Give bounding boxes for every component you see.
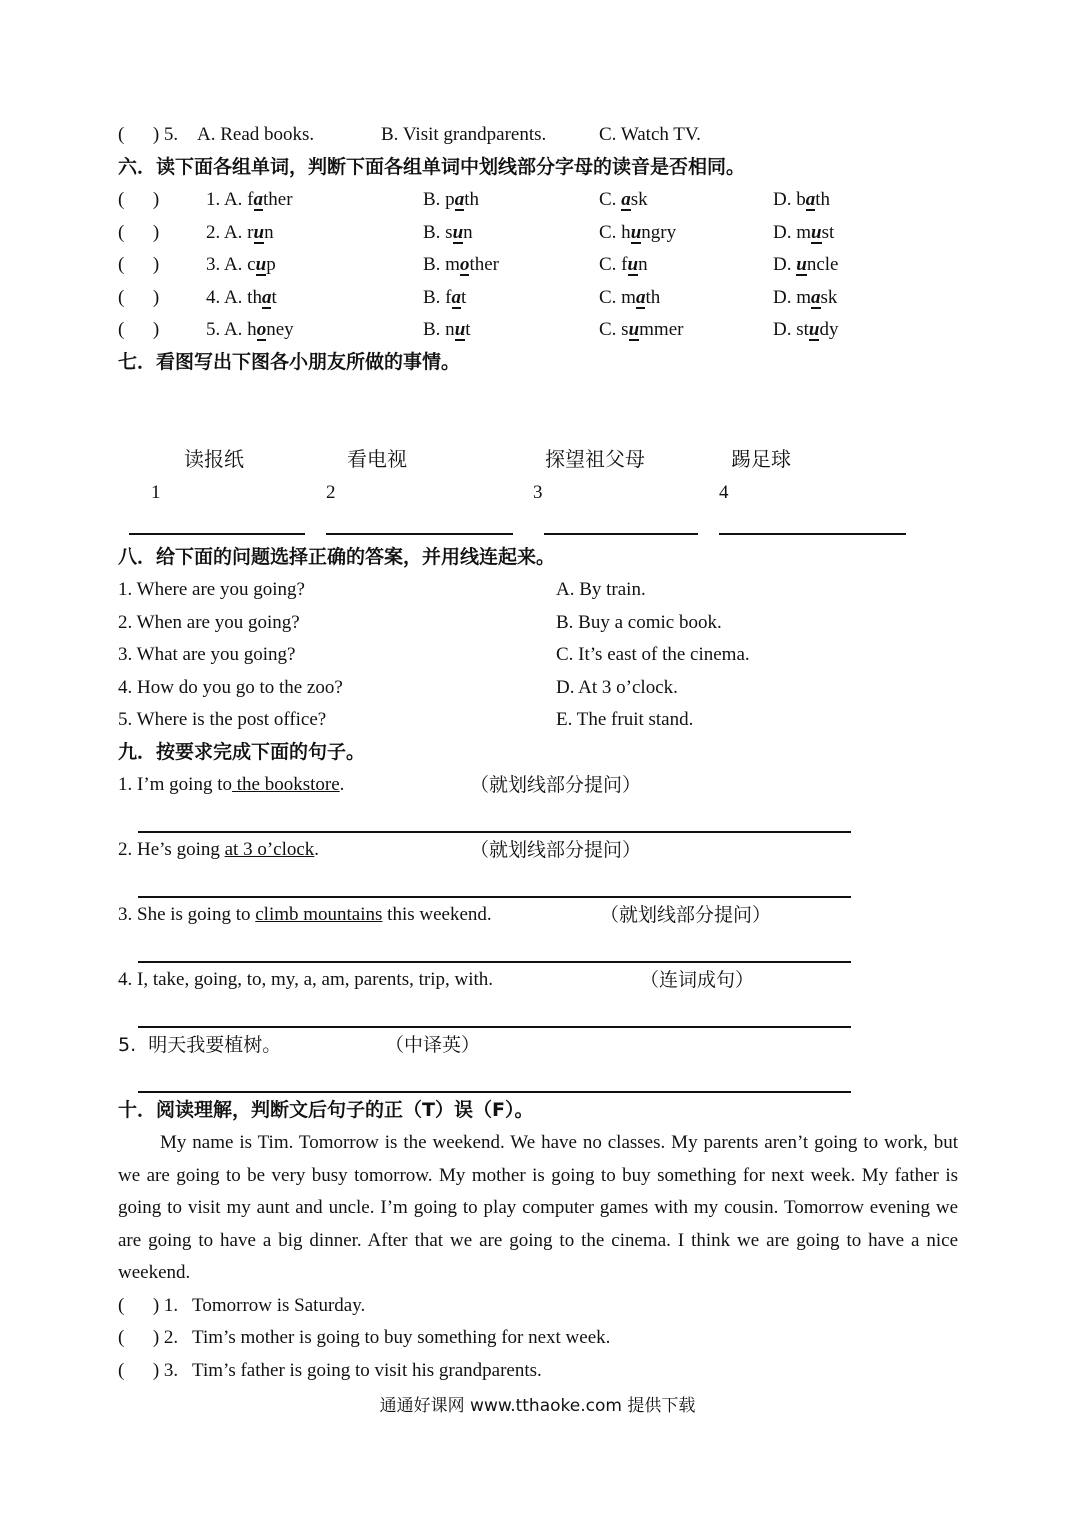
phonics-row-paren: ( ) [118, 319, 160, 340]
underlined-letter: a [805, 189, 816, 210]
underlined-letter: u [630, 222, 642, 243]
sentence-answer-line-2[interactable] [138, 896, 851, 898]
sentence-answer-line-1[interactable] [138, 831, 851, 833]
sentence-item-2: 2. He’s going at 3 o’clock. [118, 839, 320, 860]
underlined-letter: u [255, 254, 267, 275]
sentence-answer-line-3[interactable] [138, 961, 851, 963]
answer-blank-3[interactable] [544, 533, 698, 535]
sentence-note-1: （就划线部分提问） [470, 774, 642, 796]
underlined-letter: a [261, 287, 272, 308]
true-false-item-1: ( ) 1. Tomorrow is Saturday. [118, 1295, 366, 1316]
underlined-letter: a [451, 287, 461, 308]
phonics-word: B. path [423, 189, 479, 210]
phonics-word: 3. A. cup [206, 254, 276, 275]
underlined-letter: u [811, 222, 822, 243]
sentence-item-5: 5. 明天我要植树。 [118, 1034, 282, 1056]
sentence-note-2: （就划线部分提问） [470, 839, 642, 861]
phonics-word: D. uncle [773, 254, 839, 275]
phonics-word: D. mask [773, 287, 838, 308]
picture-number-1: 1 [151, 482, 161, 503]
match-answer: C. It’s east of the cinema. [556, 644, 750, 665]
phonics-word: 1. A. father [206, 189, 293, 210]
match-question: 5. Where is the post office? [118, 709, 327, 730]
answer-blank-2[interactable] [326, 533, 513, 535]
phonics-word: C. math [599, 287, 661, 308]
picture-number-3: 3 [533, 482, 543, 503]
phonics-row-paren: ( ) [118, 189, 160, 210]
phonics-word: C. hungry [599, 222, 677, 243]
section-10-title: 十．阅读理解，判断文后句子的正（T）误（F）。 [118, 1099, 534, 1121]
answer-blank-4[interactable] [719, 533, 906, 535]
underlined-letter: u [253, 222, 265, 243]
match-question: 1. Where are you going? [118, 579, 305, 600]
match-answer: E. The fruit stand. [556, 709, 694, 730]
phonics-word: C. summer [599, 319, 684, 340]
sentence-note-5: （中译英） [385, 1034, 481, 1056]
section-6-title: 六．读下面各组单词，判断下面各组单词中划线部分字母的读音是否相同。 [118, 156, 746, 178]
sentence-item-4: 4. I, take, going, to, my, a, am, parents, trip, with. [118, 969, 493, 990]
underlined-letter: o [459, 254, 470, 275]
underlined-letter: a [454, 189, 465, 210]
phonics-word: C. ask [599, 189, 648, 210]
sentence-item-1: 1. I’m going to the bookstore. [118, 774, 345, 795]
underlined-letter: u [808, 319, 820, 340]
picture-label-1: 读报纸 [184, 447, 244, 471]
underlined-letter: a [635, 287, 646, 308]
match-question: 4. How do you go to the zoo? [118, 677, 343, 698]
phonics-word: 5. A. honey [206, 319, 294, 340]
phonics-word: D. must [773, 222, 835, 243]
underlined-letter: u [796, 254, 807, 275]
phonics-word: B. fat [423, 287, 467, 308]
underlined-letter: u [452, 222, 464, 243]
underlined-letter: a [621, 189, 631, 210]
phonics-word: C. fun [599, 254, 648, 275]
sentence-answer-line-4[interactable] [138, 1026, 851, 1028]
underlined-letter: a [811, 287, 821, 308]
underlined-letter: o [256, 319, 267, 340]
match-question: 3. What are you going? [118, 644, 296, 665]
true-false-item-2: ( ) 2. Tim’s mother is going to buy something for next week. [118, 1327, 611, 1348]
picture-label-2: 看电视 [347, 447, 407, 471]
phonics-word: 4. A. that [206, 287, 277, 308]
sentence-item-3: 3. She is going to climb mountains this weekend. [118, 904, 492, 925]
sentence-answer-line-5[interactable] [138, 1091, 851, 1093]
section-9-title: 九．按要求完成下面的句子。 [118, 741, 366, 763]
phonics-word: D. study [773, 319, 839, 340]
underlined-letter: u [454, 319, 466, 340]
picture-label-3: 探望祖父母 [545, 447, 645, 471]
reading-passage: My name is Tim. Tomorrow is the weekend. We have no classes. My parents aren’t going to work, but we are going to be very busy tomorrow. My mother is going to buy something for next week. My father is going to visit my aunt and uncle. I’m going to play computer games with my cousin. Tomorrow evening we are going to have a big dinner. After that we are going to the cinema. I think we are going to have a nice weekend. [118, 1132, 958, 1283]
match-question: 2. When are you going? [118, 612, 300, 633]
underlined-letter: a [253, 189, 263, 210]
phonics-word: D. bath [773, 189, 831, 210]
picture-number-4: 4 [719, 482, 729, 503]
footer-credit: 通通好课网 www.tthaoke.com 提供下载 [379, 1396, 696, 1416]
phonics-word: B. nut [423, 319, 471, 340]
question-5-option-b: B. Visit grandparents. [381, 124, 547, 145]
phonics-word: 2. A. run [206, 222, 274, 243]
question-5-paren: ( ) 5. [118, 124, 179, 145]
question-5-option-c: C. Watch TV. [599, 124, 701, 145]
phonics-word: B. mother [423, 254, 499, 275]
match-answer: B. Buy a comic book. [556, 612, 722, 633]
picture-label-4: 踢足球 [731, 447, 791, 471]
section-7-title: 七．看图写出下图各小朋友所做的事情。 [118, 351, 461, 373]
match-answer: D. At 3 o’clock. [556, 677, 678, 698]
sentence-note-3: （就划线部分提问） [600, 904, 772, 926]
section-8-title: 八．给下面的问题选择正确的答案，并用线连起来。 [118, 546, 556, 568]
phonics-row-paren: ( ) [118, 222, 160, 243]
phonics-row-paren: ( ) [118, 287, 160, 308]
sentence-note-4: （连词成句） [640, 969, 755, 991]
phonics-word: B. sun [423, 222, 473, 243]
picture-number-2: 2 [326, 482, 336, 503]
answer-blank-1[interactable] [129, 533, 305, 535]
true-false-item-3: ( ) 3. Tim’s father is going to visit his grandparents. [118, 1360, 542, 1381]
match-answer: A. By train. [556, 579, 646, 600]
underlined-letter: u [628, 319, 640, 340]
underlined-letter: u [627, 254, 639, 275]
phonics-row-paren: ( ) [118, 254, 160, 275]
question-5-option-a: A. Read books. [197, 124, 315, 145]
